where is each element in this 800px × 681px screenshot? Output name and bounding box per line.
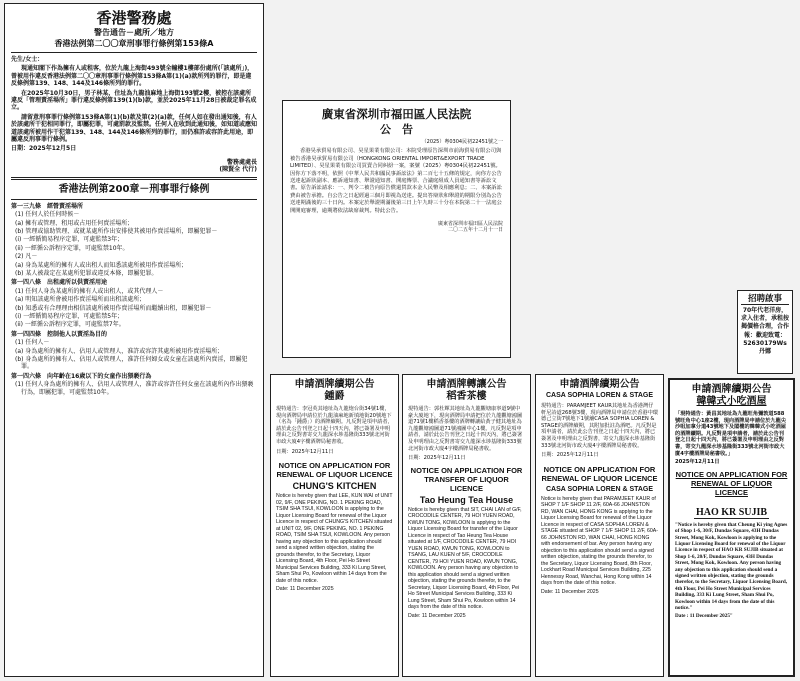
law-section-item: (1) 任何人－ <box>15 339 50 347</box>
classified-ad-body: 70年代老洋房，求入住者，承租按揭價格合理，合作報：歡迎致電：52630179Ws丹娜 <box>741 307 790 356</box>
law-section-item: (ii) 一經循公訴程序定罪，可處監禁10年。 <box>15 244 129 252</box>
divider <box>11 177 257 180</box>
notice-shop-name: CASA SOPHIA LOREN & STAGE <box>545 392 654 399</box>
law-section-item: (b) 知悉或有合理理由相信該處所被用作賣淫場所而繼續出租，即屬犯罪－ <box>15 304 212 312</box>
notice-date-chinese: 日期：2025年12月11日 <box>541 452 599 459</box>
police-law-heading: 香港法例第200章－刑事罪行條例 <box>58 183 210 195</box>
law-section-item: (ii) 一經循公訴程序定罪，可處監禁7年。 <box>15 321 125 329</box>
notice-title: 申請酒牌續期公告 <box>691 384 772 395</box>
court-footer-date: 二〇二五年十二月十一日 <box>447 227 503 234</box>
law-sections <box>11 203 257 396</box>
notice-english-title: NOTICE ON APPLICATION FOR RENEWAL OF LIQUOR LICENCE <box>541 464 658 483</box>
notice-english-title: NOTICE ON APPLICATION FOR RENEWAL OF LIQUOR LICENCE <box>276 461 393 480</box>
liquor-notice-chungs-kitchen <box>270 374 399 677</box>
notice-body-english: Notice is hereby given that SIT, CHAI LAN of G/F, CROCODILE CENTER, 79 HOI YUEN ROAD, KWUN TONG, KOWLOON is applying to the Liquor Licensing Board for transfer of the Liquor Licence in respect of Tao Heung Tea House situated at 1/F, CROCODILE CENTER, 79 HOI YUEN ROAD, KWUN TONG, KOWLOON to TSANG, LAU KUEN of 5/F, CROCODILE CENTER, 79 HOI YUEN ROAD, KWUN TONG, KOWLOON. Any person having any objection to this application should send a signed written objection, stating the grounds therefor, to the Secretary, Liquor Licensing Board, 4th Floor, Pei Ho Street Municipal Services Building, 333 Ki Lung Street, Sham Shui Po, Kowloon within 14 days from the date of this notice. <box>408 506 522 611</box>
notice-body-chinese: 現特通告：李冠英其地址為九龍炮台街34號1樓，現向酒牌局申請位於九龍油麻地新填地街20號地下（名為「鍾爵」）的酒牌續期。凡反對是項申請者，請於此公告刊登之日起十四天內，將已簽署及申明理由之反對書寄交九龍深水埗基隆街333號北河街市政大廈4字樓酒牌局秘書收。 <box>276 406 393 445</box>
law-section-item: (1) 任何人身為某處所的擁有人或出租人，或其代理人－ <box>15 287 164 295</box>
notice-shop-name: 稻香茶樓 <box>446 391 487 402</box>
law-section-item: (a) 身為某處所的擁有人或出租人而知悉該處所被用作賣淫場所； <box>15 261 188 269</box>
court-title: 廣東省深圳市福田區人民法院 <box>321 107 472 121</box>
notice-date-english: Date : 11 December 2025" <box>675 613 733 620</box>
police-order-ref: 香港法例第二〇〇章刑事罪行條例第153條A <box>54 39 214 48</box>
notice-shop-name: 鍾爵 <box>324 391 345 402</box>
liquor-notice-tao-heung <box>402 374 531 677</box>
notice-title: 申請酒牌轉讓公告 <box>426 379 507 390</box>
police-date: 日期：2025年12月5日 <box>11 145 77 153</box>
notice-english-name: HAO KR SUJIB <box>695 506 768 518</box>
police-notice-type: 警告通告－處所／地方 <box>94 28 174 37</box>
notice-english-title: NOTICE ON APPLICATION FOR TRANSFER OF LIQUOR LICENCE <box>410 465 523 493</box>
police-notice <box>4 3 264 677</box>
notice-body-english: "Notice is hereby given that Cheung Ki ying Agnes of Shop 1-6, 30/F, Dundas Square, 43H Dundas Street, Mong Kok, Kowloon is applying to the Liquor Licensing Board for renewal of the Liquor Licence in respect of HAO KR SUJIB situated at Shop 1-6, 20/F, Dundas Square, 43H Dundas Street, Mong Kok, Kowloon. Any person having any objection to this application should send a signed written objection, stating the grounds therefor, to the Secretary, Liquor Licensing Board, 4th Floor, Pei Ho Street Municipal Services Building, 333 Ki Lung Street, Sham Shui Po, Kowloon within 14 days from the date of this notice." <box>675 521 788 612</box>
police-dept-title: 香港警務處 <box>96 9 172 27</box>
law-section-item: (b) 身為處所的擁有人、佔用人或管理人，准許任何婦女或女童在該處所內賣淫，即屬犯罪。 <box>15 356 248 371</box>
court-footer-name: 廣東省深圳市福田區人民法院 <box>437 221 503 228</box>
court-notice <box>282 100 511 358</box>
police-salutation: 先生/女士： <box>11 56 44 63</box>
notice-body-chinese: 現特通告：PARAMJEET KAUR其地址為香港灣仔軒尼詩道268號3樓，現向酒牌局申請位於香港中環德己立街7號地下1號舖CASA SOPHIA LOREN & STAGE的酒牌續期，其附加批註為酒吧。凡反對是項申請者，請於此公告刊登之日起十四天內，將已簽署及申明理由之反對書，寄交九龍深水埗基隆街333號北河街市政大廈4字樓酒牌局秘書收。 <box>541 403 658 449</box>
law-section-item: (2) 凡－ <box>15 253 38 261</box>
law-section-item: (1) 任何人身為處所的擁有人、佔用人或管理人，准許或容許任何女童在該處所內作出猥褻行為，即屬犯罪，可處監禁10年。 <box>15 381 254 396</box>
law-section-item: (b) 某人被裁定在某處所犯罪或違反本條，即屬犯罪。 <box>15 269 158 277</box>
police-paragraph-3: 請留意刑事罪行條例第153條A第(1)(b)款及第(2)(a)款，任何人如在發出通知後，有人於該處所干犯相同罪行，即屬犯罪，可處罰款及監禁。任何人在收到此通知後，如知道或應知道該處所被用作干犯第139、148、144及146條所列的罪行，而仍准許或容許此用途，即屬違反刑事罪行條例。 <box>11 113 258 144</box>
notice-title: 申請酒牌續期公告 <box>294 379 375 390</box>
law-section-item: (1) 任何人於任何時候－ <box>15 211 80 219</box>
divider <box>11 52 257 53</box>
police-signature-title: 警務處處長 <box>226 158 257 166</box>
notice-body-english: Notice is hereby given that PARAMJEET KAUR of SHOP 7 1/F SHOP 11 2/F, 60A-66 JOHNSTON RD, WAN CHAI, HONG KONG is applying to the Liquor Licensing Board for renewal of the Liquor Licence in respect of CASA SOPHIA LOREN & STAGE situated at SHOP 7 1/F SHOP 11 2/F, 60A-66 JOHNSTON RD, WAN CHAI, HONG KONG with endorsement of bar. Any person having any objection to this application should send a signed written objection, stating the grounds therefor, to the Secretary, Liquor Licensing Board, 8th Floor, Lockhart Road Municipal Services Building, 225 Hennessy Road, Wanchai, Hong Kong within 14 days from the date of this notice. <box>541 495 658 587</box>
divider <box>11 199 257 200</box>
police-signature-name: (陳賢全 代行) <box>219 166 257 174</box>
court-subtitle: 公 告 <box>380 123 413 136</box>
notice-english-name: Tao Heung Tea House <box>419 494 514 505</box>
law-section-heading: 第一四四條 控制他人以賣淫為目的 <box>11 330 108 338</box>
police-paragraph-2: 在2025年10月30日，男子林某，住址為九龍油麻地上海街193號2樓，被控在該處所違反「管理賣淫場所」罪行違反條例第139(1)(b)款，並於2025年11月28日被裁定罪名成立。 <box>11 89 257 112</box>
notice-title: 申請酒牌續期公告 <box>559 379 640 390</box>
police-paragraph-1: 現通知閣下作為擁有人或租客，位於九龍上海街493號全幢樓1樓部份處所(「該處所」)，曾被用作違反香港法例第二〇〇章刑事罪行條例第153條A第(1)(a)款所列的罪行，即是違反條例第139、148、144及146條所列的罪行。 <box>11 65 254 88</box>
notice-date-english: Date: 11 December 2025 <box>541 588 599 595</box>
classified-ad-title: 招聘啟事 <box>741 294 789 305</box>
notice-date-chinese: 日期：2025年12月11日 <box>408 455 466 462</box>
liquor-notice-casa-sophia <box>535 374 664 677</box>
court-body: 香港昊承貿易有限公司、昊星果業有限公司：本院受理原告深圳市前海貿易有限公司與被告香港昊承貿易有限公司（HONGKONG ORIENTAL IMPORT&EXPORT TRADE LIMITED）、昊星果業有限公司買賣合同糾紛一案，案號（2025）粵0304民初22451號。因你方下落不明，依照《中華人民共和國民事訴訟法》第二百七十五條的規定，向你方公告送達起訴狀副本、應訴通知書、舉證通知書、開庭傳票、合議庭組成人員通知書等訴訟文書。原告訴訟請求：一、判令二被告向原告償還貨款本金人民幣及相應利息；二、本案訴訟費由被告承擔。自公告之日起經過三個月即視為送達。提出答辯狀和舉證的期限分別為公告送達期滿後的三十日內。本案定於舉證期滿後第三日上午九時三十分在本院第二十一法庭公開開庭審理，逾期將依法缺席裁判。特此公告。 <box>290 148 502 214</box>
notice-date-english: Date: 11 December 2025 <box>408 612 466 619</box>
notice-date-english: Date: 11 December 2025 <box>276 586 334 593</box>
notice-body-english: Notice is hereby given that LEE, KUN WAI of UNIT 02, 9/F, ONE PEKING, NO. 1 PEKING ROAD, TSIM SHA TSUI, KOWLOON is applying to the Liquor Licensing Board for renewal of the Liquor Licence in respect of CHUNG'S KITCHEN situated at UNIT 02, 9/F, ONE PEKING, NO. 1 PEKING ROAD, TSIM SHA TSUI, KOWLOON. Any person having any objection to this application should send a signed written objection, stating the grounds therefor, to the Secretary, Liquor Licensing Board, 4th Floor, Pei Ho Street Municipal Services Building, 333 Ki Lung Street, Sham Shui Po, Kowloon within 14 days from the date of this notice. <box>276 493 393 584</box>
law-section-item: (a) 明知該處所會被用作賣淫場所而出租該處所； <box>15 296 146 304</box>
law-section-item: (b) 管理或協助管理、或就某處所作出安排使其被用作賣淫場所，即屬犯罪－ <box>15 227 218 235</box>
notice-english-name: CASA SOPHIA LOREN & STAGE <box>545 485 654 493</box>
notice-body-chinese: 「現特通告：黃昌其地址為九龍旺角彌敦道588號旺角中心1座2樓，現向酒牌局申請位於九龍尖沙咀加拿分道43號地下及閣樓的韓韓式小吃酒屋的酒牌續期。凡反對是項申請者，請於此公告刊登之日起十四天內，將已簽署及申明理由之反對書，寄交九龍深水埗基隆街333號北河街市政大廈4字樓酒牌局秘書收。」 <box>675 411 786 457</box>
law-section-item: (i) 一經循簡易程序定罪，可處監禁5年； <box>15 312 124 320</box>
notice-english-name: CHUNG'S KITCHEN <box>292 481 377 492</box>
law-section-item: (a) 擁有或管理、租用或占用任何賣淫場所； <box>15 219 134 227</box>
liquor-notice-hao-kr-sujib <box>668 378 795 677</box>
law-section-heading: 第一四六條 向年齡在16歲以下的女童作出猥褻行為 <box>11 372 152 380</box>
notice-english-title: NOTICE ON APPLICATION FOR RENEWAL OF LIQUOR LICENCE <box>675 469 788 497</box>
law-section-heading: 第一三九條 經營賣淫場所 <box>11 202 84 210</box>
notice-date-chinese: 2025年12月11日 <box>675 459 720 466</box>
classified-ad <box>737 290 793 374</box>
law-section-item: (a) 身為處所的擁有人、佔用人或管理人，准許或容許其處所被用作賣淫場所； <box>15 347 224 355</box>
court-case-number: （2025）粵0304民初22451號之一 <box>421 139 503 145</box>
notice-shop-name: 韓韓式小吃酒屋 <box>696 396 767 407</box>
law-section-heading: 第一四八條 出租處所以供賣淫用途 <box>11 279 108 287</box>
law-section-item: (i) 一經循簡易程序定罪，可處監禁3年； <box>15 236 124 244</box>
notice-date-chinese: 日期：2025年12月11日 <box>276 448 334 455</box>
notice-body-chinese: 現特通告：郭杜輝其地址為九龍觀塘康寧道9號中豪大廈地下，現向酒牌局申請把位於九龍觀塘鴻圖道71號1樓稻香茶樓的酒牌轉讓給黃子健其地址為九龍觀塘鴻圖道71號鴻圖中心1樓。凡反對是項申請者，請於此公告刊登之日起十四天內，將已簽署及申明理由之反對書寄交九龍深水埗基隆街333號北河街市政大廈4字樓酒牌局秘書收。 <box>408 406 523 452</box>
